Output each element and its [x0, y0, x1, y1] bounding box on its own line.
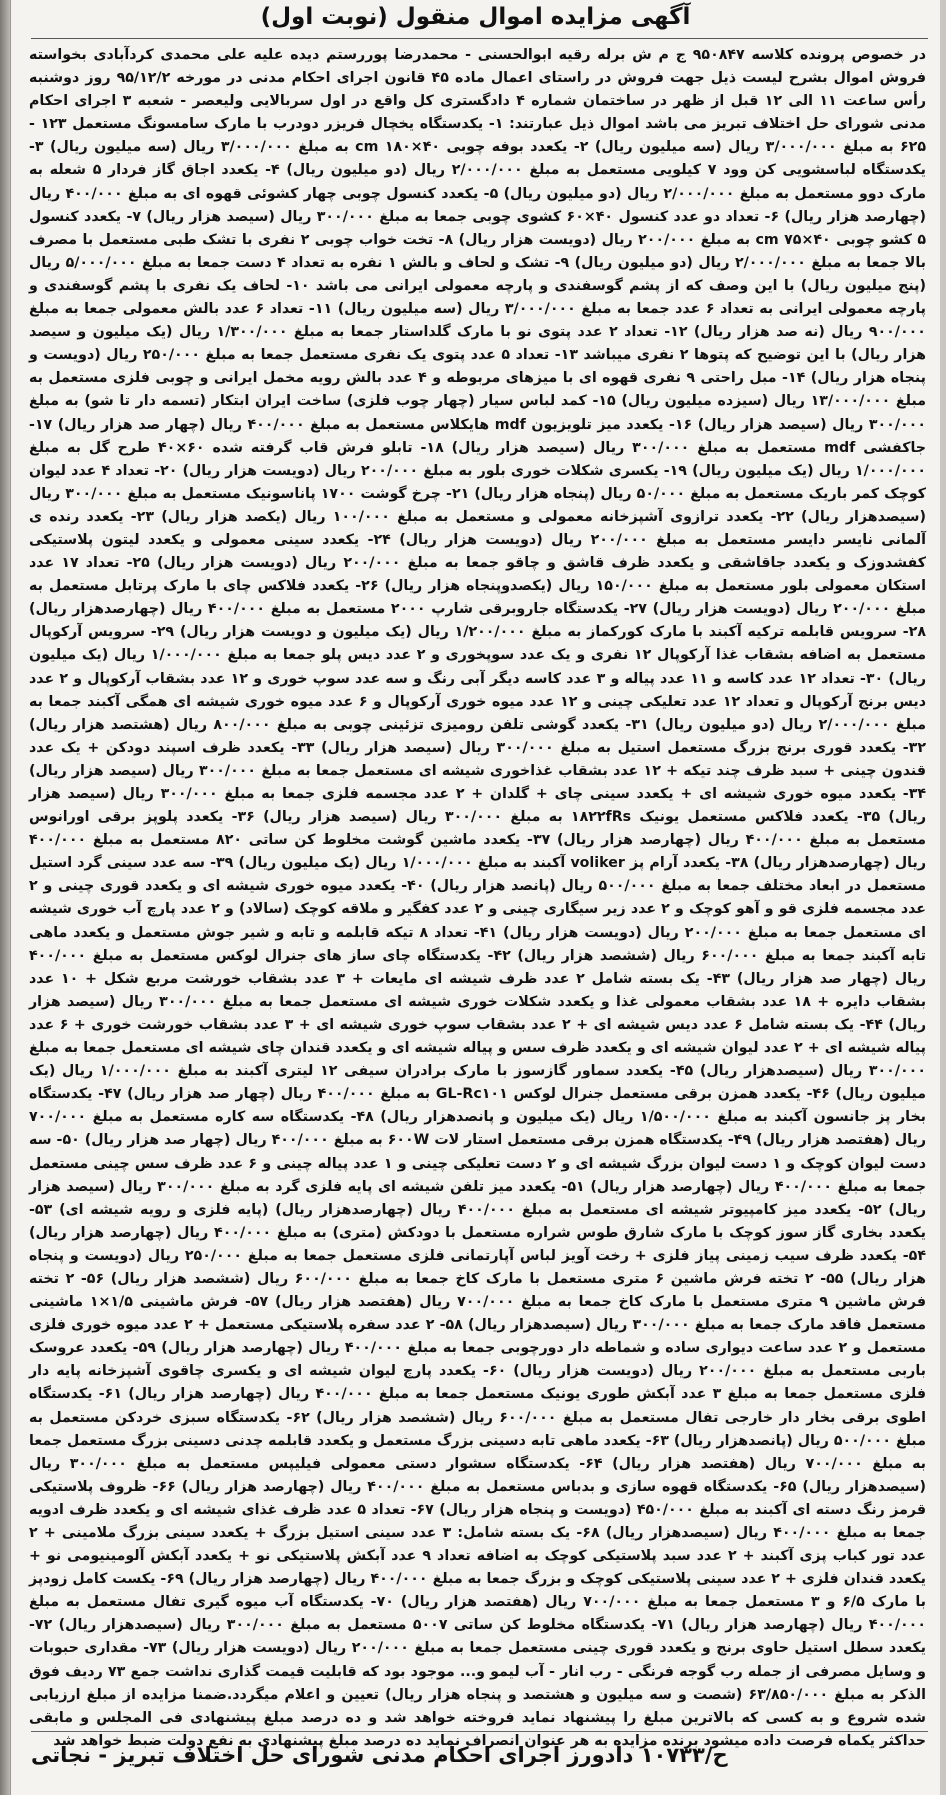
notice-signature: ح/۱۰۷۳۳ دادورز اجرای احکام مدنی شورای حل اختلاف تبریز - نجاتی	[31, 1743, 728, 1767]
newspaper-clipping	[10, 0, 940, 1795]
title-divider	[31, 38, 928, 39]
footer-divider	[31, 1731, 928, 1732]
notice-title: آگهی مزایده اموال منقول (نوبت اول)	[260, 4, 691, 30]
notice-body: در خصوص پرونده کلاسه ۹۵۰۸۴۷ ج م ش برله رقیه ابوالحسنی - محمدرضا پوررستم دیده علیه علی محمدی کردآبادی بخواسته فروش اموال بشرح لیست ذیل جهت فروش در راستای اعمال ماده ۴۵ قانون اجرای احکام مدنی در مورخه ۹۵/۱۲/۲ روز دوشنبه رأس ساعت ۱۱ الی ۱۲ قبل از ظهر در ساختمان شماره ۴ دادگستری کل واقع در اول سربالایی ولیعصر - شعبه ۳ اجرای احکام مدنی شورای حل اختلاف تبریز می باشد اموال ذیل عبارتند: ۱- یکدستگاه یخچال فریزر دودرب با مارک سامسونگ مستعمل ۱۲۳ - ۶۲۵ به مبلغ ۳/۰۰۰/۰۰۰ ریال (سه میلیون ریال) ۲- یکعدد بوفه چوبی cm ۱۸۰×۴۰ به مبلغ ۳/۰۰۰/۰۰۰ ریال (سه میلیون ریال) ۳- یکدستگاه لباسشویی کن وود ۷ کیلویی مستعمل به مبلغ ۲/۰۰۰/۰۰۰ ریال (دو میلیون ریال) ۴- یکعدد اجاق گاز فردار ۵ شعله به مارک دوو مستعمل به مبلغ ۲/۰۰۰/۰۰۰ ریال (دو میلیون ریال) ۵- یکعدد کنسول چوبی چهار کشوئی قهوه ای به مبلغ ۴۰۰/۰۰۰ ریال (چهارصد هزار ریال) ۶- تعداد دو عدد کنسول ۴۰×۶۰ کشوی چوبی جمعا به مبلغ ۳۰۰/۰۰۰ ریال (سیصد هزار ریال) ۷- یکعدد کنسول ۵ کشو چوبی cm ۷۵×۴۰ به مبلغ ۲۰۰/۰۰۰ ریال (دویست هزار ریال) ۸- تخت خواب چوبی ۲ نفری با تشک طبی مستعمل با مصرف بالا جمعا به مبلغ ۲/۰۰۰/۰۰۰ ریال (دو میلیون ریال) ۹- تشک و لحاف و بالش ۱ نفره به تعداد ۴ دست جمعا به مبلغ ۵/۰۰۰/۰۰۰ ریال (پنج میلیون ریال) با این وصف که از پشم گوسفندی و پارچه معمولی ایرانی می باشد ۱۰- لحاف یک نفری با پشم گوسفندی و پارچه معمولی ایرانی به تعداد ۶ عدد جمعا به مبلغ ۳/۰۰۰/۰۰۰ ریال (سه میلیون ریال) ۱۱- تعداد ۶ عدد بالش معمولی جمعا به مبلغ ۹۰۰/۰۰۰ ریال (نه صد هزار ریال) ۱۲- تعداد ۲ عدد پتوی نو با مارک گلداستار جمعا به مبلغ ۱/۳۰۰/۰۰۰ ریال (یک میلیون و سیصد هزار ریال) با این توضیح که پتوها ۲ نفری میباشد ۱۳- تعداد ۵ عدد پتوی یک نفری مستعمل جمعا به مبلغ ۲۵۰/۰۰۰ ریال (دویست و پنجاه هزار ریال) ۱۴- مبل راحتی ۹ نفری قهوه ای با میزهای مربوطه و ۴ عدد بالش رویه مخمل ایرانی و چوبی فلزی مستعمل به مبلغ ۱۳/۰۰۰/۰۰۰ ریال (سیزده میلیون ریال) ۱۵- کمد لباس سیار (چهار چوب فلزی) ساخت ایران ابتکار (تسمه دار تا شو) به مبلغ ۳۰۰/۰۰۰ ریال (سیصد هزار ریال) ۱۶- یکعدد میز تلویزیون mdf هایکلاس مستعمل به مبلغ ۴۰۰/۰۰۰ ریال (چهار صد هزار ریال) ۱۷- جاکفشی mdf مستعمل به مبلغ ۳۰۰/۰۰۰ ریال (سیصد هزار ریال) ۱۸- تابلو فرش قاب گرفته شده ۶۰×۴۰ طرح گل به مبلغ ۱/۰۰۰/۰۰۰ ریال (یک میلیون ریال) ۱۹- یکسری شکلات خوری بلور به مبلغ ۲۰۰/۰۰۰ ریال (دویست هزار ریال) ۲۰- تعداد ۴ عدد لیوان کوچک کمر باریک مستعمل به مبلغ ۵۰/۰۰۰ ریال (پنجاه هزار ریال) ۲۱- چرخ گوشت ۱۷۰۰ پاناسونیک مستعمل به مبلغ ۳۰۰/۰۰۰ ریال (سیصدهزار ریال) ۲۲- یکعدد ترازوی آشپزخانه معمولی و مستعمل به مبلغ ۱۰۰/۰۰۰ ریال (یکصد هزار ریال) ۲۳- یکعدد رنده ی آلمانی نایسر دایسر مستعمل به مبلغ ۲۰۰/۰۰۰ ریال (دویست هزار ریال) ۲۴- یکعدد سینی معمولی و یکعدد لیتون پلاستیکی کفشدوزک و یکعدد جاقاشقی و یکعدد ظرف قاشق و چاقو جمعا به مبلغ ۲۰۰/۰۰۰ ریال (دویست هزار ریال) ۲۵- تعداد ۱۷ عدد استکان معمولی بلور مستعمل به مبلغ ۱۵۰/۰۰۰ ریال (یکصدوپنجاه هزار ریال) ۲۶- یکعدد فلاکس چای با مارک پرتابل مستعمل به مبلغ ۲۰۰/۰۰۰ ریال (دویست هزار ریال) ۲۷- یکدستگاه جاروبرقی شارپ ۲۰۰۰ مستعمل به مبلغ ۴۰۰/۰۰۰ ریال (چهارصدهزار ریال) ۲۸- سرویس قابلمه ترکیه آکبند با مارک کورکماز به مبلغ ۱/۲۰۰/۰۰۰ ریال (یک میلیون و دویست هزار ریال) ۲۹- سرویس آرکوپال مستعمل به اضافه بشقاب غذا آرکوپال ۱۲ نفری و یک عدد سوپخوری و ۲ عدد دیس پلو جمعا به مبلغ ۱/۰۰۰/۰۰۰ ریال (یک میلیون ریال) ۳۰- تعداد ۱۲ عدد کاسه و ۱۱ عدد پیاله و ۳ عدد کاسه دیگر آبی رنگ و سه عدد سوپ خوری و ۱۲ عدد بشقاب آرکوپال و ۲ عدد دیس برنج آرکوپال و تعداد ۱۲ عدد تعلیکی چینی و ۱۲ عدد میوه خوری آرکوپال و ۶ عدد میوه خوری شیشه ای همگی آکبند جمعا به مبلغ ۲/۰۰۰/۰۰۰ ریال (دو میلیون ریال) ۳۱- یکعدد گوشی تلفن رومیزی تزئینی چوبی به مبلغ ۸۰۰/۰۰۰ ریال (هشتصد هزار ریال) ۳۲- یکعدد قوری برنج بزرگ مستعمل استیل به مبلغ ۳۰۰/۰۰۰ ریال (سیصد هزار ریال) ۳۳- یکعدد ظرف اسپند دودکن + یک عدد قندون چینی + سبد ظرف چند تیکه + ۱۲ عدد بشقاب غذاخوری شیشه ای مستعمل جمعا به مبلغ ۳۰۰/۰۰۰ ریال (سیصد هزار ریال) ۳۴- یکعدد میوه خوری شیشه ای + یکعدد سینی چای + گلدان + ۲ عدد مجسمه فلزی جمعا به مبلغ ۳۰۰/۰۰۰ ریال (سیصد هزار ریال) ۳۵- یکعدد فلاکس مستعمل یونیک ۱۸۲۲fRs به مبلغ ۳۰۰/۰۰۰ ریال (سیصد هزار ریال) ۳۶- یکعدد پلوپز برقی اورانوس مستعمل به مبلغ ۴۰۰/۰۰۰ ریال (چهارصد هزار ریال) ۳۷- یکعدد ماشین گوشت مخلوط کن ساتی ۸۲۰ مستعمل به مبلغ ۴۰۰/۰۰۰ ریال (چهارصدهزار ریال) ۳۸- یکعدد آرام پز voliker آکبند به مبلغ ۱/۰۰۰/۰۰۰ ریال (یک میلیون ریال) ۳۹- سه عدد سینی گرد استیل مستعمل در ابعاد مختلف جمعا به مبلغ ۵۰۰/۰۰۰ ریال (پانصد هزار ریال) ۴۰- یکعدد میوه خوری شیشه ای و یکعدد قوری چینی و ۲ عدد مجسمه فلزی قو و آهو کوچک و ۲ عدد زیر سیگاری چینی و ۲ عدد کفگیر و ملاقه کوچک (سالاد) و ۲ عدد پارچ آب خوری شیشه ای مستعمل جمعا به مبلغ ۲۰۰/۰۰۰ ریال (دویست هزار ریال) ۴۱- تعداد ۸ تیکه قابلمه و تابه و شیر جوش مستعمل و یکعدد ماهی تابه آکبند جمعا به مبلغ ۶۰۰/۰۰۰ ریال (ششصد هزار ریال) ۴۲- یکدستگاه چای ساز های جنرال لوکس مستعمل به مبلغ ۴۰۰/۰۰۰ ریال (چهار صد هزار ریال) ۴۳- یک بسته شامل ۲ عدد ظرف شیشه ای مایعات + ۳ عدد بشقاب خورشت مربع شکل + ۱۰ عدد بشقاب دایره + ۱۸ عدد بشقاب معمولی غذا و یکعدد شکلات خوری شیشه ای مستعمل جمعا به مبلغ ۳۰۰/۰۰۰ ریال (سیصد هزار ریال) ۴۴- یک بسته شامل ۶ عدد دیس شیشه ای + ۲ عدد بشقاب سوپ خوری شیشه ای + ۳ عدد بشقاب خورشت خوری + ۶ عدد پیاله شیشه ای + ۲ عدد لیوان شیشه ای و یکعدد ظرف سس و پیاله شیشه ای و یکعدد قندان چای شیشه ای مستعمل جمعا به مبلغ ۳۰۰/۰۰۰ ریال (سیصدهزار ریال) ۴۵- یکعدد سماور گازسوز با مارک برادران سیفی ۱۲ لیتری آکبند به مبلغ ۱/۰۰۰/۰۰۰ ریال (یک میلیون ریال) ۴۶- یکعدد همزن برقی مستعمل جنرال لوکس GL-Rc۱۰۱ به مبلغ ۴۰۰/۰۰۰ ریال (چهار صد هزار ریال) ۴۷- یکدستگاه بخار پز جانسون آکبند به مبلغ ۱/۵۰۰/۰۰۰ ریال (یک میلیون و پانصدهزار ریال) ۴۸- یکدستگاه سه کاره مستعمل به مبلغ ۷۰۰/۰۰۰ ریال (هفتصد هزار ریال) ۴۹- یکدستگاه همزن برقی مستعمل استار لات ۶۰۰W به مبلغ ۴۰۰/۰۰۰ ریال (چهار صد هزار ریال) ۵۰- سه دست لیوان کوچک و ۱ دست لیوان بزرگ شیشه ای و ۲ دست تعلیکی چینی و ۱ عدد پیاله چینی و ۶ عدد ظرف سس چینی مستعمل جمعا به مبلغ ۴۰۰/۰۰۰ ریال (چهارصد هزار ریال) ۵۱- یکعدد میز تلفن شیشه ای پایه فلزی گرد به مبلغ ۳۰۰/۰۰۰ ریال (سیصد هزار ریال) ۵۲- یکعدد میز کامپیوتر شیشه ای مستعمل به مبلغ ۴۰۰/۰۰۰ ریال (چهارصدهزار ریال) (پایه فلزی و رویه شیشه ای) ۵۳- یکعدد بخاری گاز سوز کوچک با مارک شارق طوس شراره مستعمل با دودکش (متری) به مبلغ ۴۰۰/۰۰۰ ریال (چهارصد هزار ریال) ۵۴- یکعدد ظرف سیب زمینی پیاز فلزی + رخت آویز لباس آپارتمانی فلزی مستعمل جمعا به مبلغ ۲۵۰/۰۰۰ ریال (دویست و پنجاه هزار ریال) ۵۵- ۲ تخته فرش ماشین ۶ متری مستعمل با مارک کاخ جمعا به مبلغ ۶۰۰/۰۰۰ ریال (ششصد هزار ریال) ۵۶- ۲ تخته فرش ماشین ۹ متری مستعمل با مارک کاخ جمعا به مبلغ ۷۰۰/۰۰۰ ریال (هفتصد هزار ریال) ۵۷- فرش ماشینی ۱/۵×۱ ماشینی مستعمل فاقد مارک جمعا به مبلغ ۳۰۰/۰۰۰ ریال (سیصدهزار ریال) ۵۸- ۲ عدد سفره پلاستیکی مستعمل + ۲ عدد میوه خوری فلزی مستعمل و ۲ عدد ساعت دیواری ساده و شماطه دار دورچوبی جمعا به مبلغ ۴۰۰/۰۰۰ ریال (چهارصد هزار ریال) ۵۹- یکعدد عروسک باربی مستعمل به مبلغ ۲۰۰/۰۰۰ ریال (دویست هزار ریال) ۶۰- یکعدد پارچ لیوان شیشه ای و یکسری چاقوی آشپزخانه پایه دار فلزی مستعمل جمعا به مبلغ ۳ عدد آبکش طوری یونیک مستعمل جمعا به مبلغ ۴۰۰/۰۰۰ ریال (چهارصد هزار ریال) ۶۱- یکدستگاه اطوی برقی بخار دار خارجی تفال مستعمل به مبلغ ۶۰۰/۰۰۰ ریال (ششصد هزار ریال) ۶۲- یکدستگاه سبزی خردکن مستعمل به مبلغ ۵۰۰/۰۰۰ ریال (پانصدهزار ریال) ۶۳- یکعدد ماهی تابه دسینی بزرگ مستعمل و یکعدد قابلمه چدنی دسینی بزرگ مستعمل جمعا به مبلغ ۷۰۰/۰۰۰ ریال (هفتصد هزار ریال) ۶۴- یکدستگاه سشوار دستی معمولی فیلیپس مستعمل به مبلغ ۳۰۰/۰۰۰ ریال (سیصدهزار ریال) ۶۵- یکدستگاه قهوه سازی و بدباس مستعمل به مبلغ ۴۰۰/۰۰۰ ریال (چهارصد هزار ریال) ۶۶- ظروف پلاستیکی قرمز رنگ دسته ای آکبند به مبلغ ۴۵۰/۰۰۰ (دویست و پنجاه هزار ریال) ۶۷- تعداد ۵ عدد ظرف غذای شیشه ای و یکعدد ظرف ادویه جمعا به مبلغ ۴۰۰/۰۰۰ ریال (سیصدهزار ریال) ۶۸- یک بسته شامل: ۳ عدد سینی استیل بزرگ + یکعدد سینی بزرگ ملامینی + ۲ عدد تور کباب پزی آکبند + ۲ عدد سبد پلاستیکی کوچک به اضافه تعداد ۹ عدد آبکش پلاستیکی نو + یکعدد آبکش آلومینیومی نو + یکعدد قندان فلزی + ۲ عدد سینی پلاستیکی کوچک و بزرگ جمعا به مبلغ ۴۰۰/۰۰۰ ریال (چهارصد هزار ریال) ۶۹- یکست کامل زودپز با مارک ۶/۵ و ۳ مستعمل جمعا به مبلغ ۷۰۰/۰۰۰ ریال (هفتصد هزار ریال) ۷۰- یکدستگاه آب میوه گیری تفال مستعمل به مبلغ ۴۰۰/۰۰۰ ریال (چهارصد هزار ریال) ۷۱- یکدستگاه مخلوط کن ساتی ۵۰۰۷ مستعمل به مبلغ ۳۰۰/۰۰۰ ریال (سیصدهزار ریال) ۷۲- یکعدد سطل استیل حاوی برنج و یکعدد قوری چینی مستعمل جمعا به مبلغ ۲۰۰/۰۰۰ ریال (دویست هزار ریال) ۷۳- مقداری حبوبات و وسایل مصرفی از جمله رب گوجه فرنگی - رب انار - آب لیمو و... موجود بود که قابلیت قیمت گذاری نداشت جمع ۷۳ ردیف فوق الذکر به مبلغ ۶۳/۸۵۰/۰۰۰ (شصت و سه میلیون و هشتصد و پنجاه هزار ریال) تعیین و اعلام میگردد.ضمنا مزایده از مبلغ ارزیابی شده شروع و به کسی که بالاترین مبلغ را پیشنهاد نماید فروخته خواهد شد و ده درصد مبلغ پیشنهادی فی المجلس و مابقی حداکثر یکماه فرصت داده میشود برنده مزایده به هر عنوان انصراف نماید ده درصد مبلغ پیشنهادی به نفع دولت ضبط خواهد شد	[29, 47, 927, 1749]
